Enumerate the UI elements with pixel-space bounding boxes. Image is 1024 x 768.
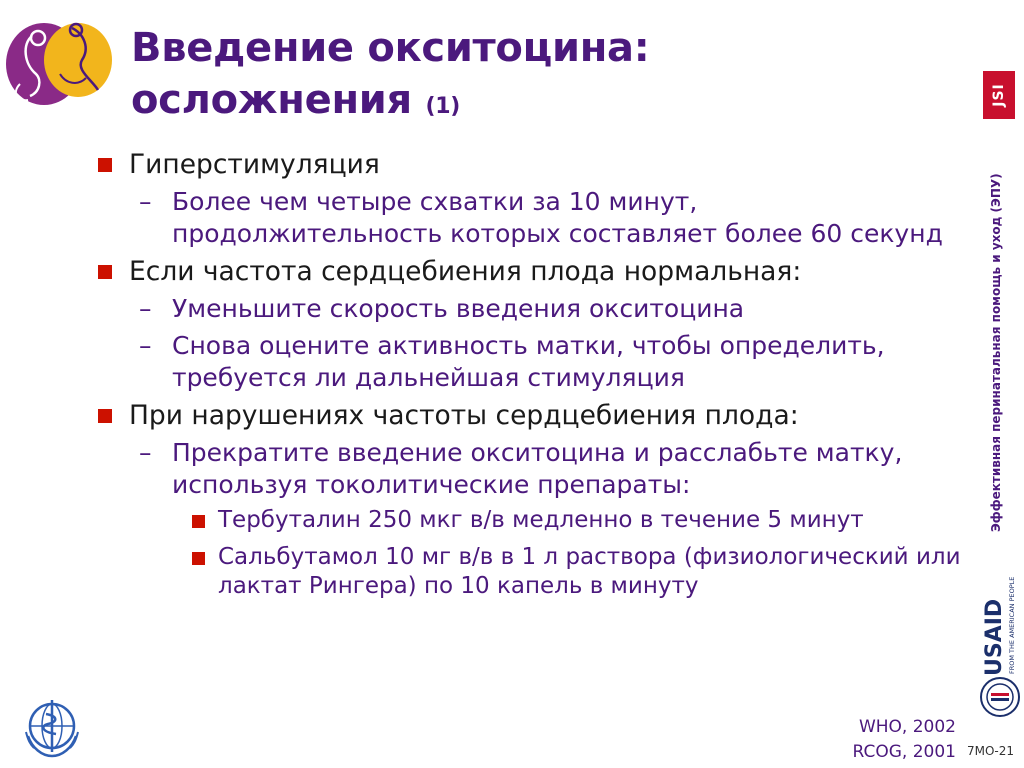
bullet-level1 — [94, 255, 964, 289]
bullet-text: Более чем четыре схватки за 10 минут, продолжительность которых составляет более 60 секунд — [172, 187, 943, 248]
usaid-seal-icon — [979, 676, 1021, 718]
citation-rcog: RCOG, 2001 — [852, 742, 956, 762]
square-bullet-icon — [192, 515, 205, 528]
mother-baby-logo-icon — [2, 14, 116, 108]
square-bullet-icon — [98, 409, 112, 423]
bullet-level3 — [192, 506, 964, 535]
dash-bullet-icon: – — [139, 331, 152, 360]
bullet-level3 — [192, 543, 964, 601]
bullet-text: Сальбутамол 10 мг в/в в 1 л раствора (физиологический или лактат Рингера) по 10 капель в минуту — [218, 544, 961, 599]
bullet-text: Снова оцените активность матки, чтобы определить, требуется ли дальнейшая стимуляция — [172, 331, 885, 392]
slide-title — [131, 22, 649, 133]
bullet-level2 — [139, 437, 964, 501]
usaid-tagline-text: FROM THE AMERICAN PEOPLE — [1008, 576, 1016, 674]
dash-bullet-icon: – — [139, 294, 152, 323]
square-bullet-icon — [98, 265, 112, 279]
bullet-text: При нарушениях частоты сердцебиения плода: — [129, 400, 799, 431]
bullet-level2 — [139, 293, 964, 325]
jsi-logo-text: JSI — [990, 83, 1007, 107]
bullet-level2 — [139, 186, 964, 250]
slide-title-line2: осложнения — [131, 77, 412, 123]
slide-title-number: (1) — [425, 94, 461, 119]
bullet-text: Тербуталин 250 мкг в/в медленно в течение 5 минут — [218, 507, 864, 533]
bullet-text: Уменьшите скорость введения окситоцина — [172, 294, 745, 323]
slide-title-line1: Введение окситоцина: — [131, 25, 650, 71]
who-emblem-icon — [20, 694, 84, 758]
jsi-logo — [983, 71, 1015, 119]
citation-who: WHO, 2002 — [858, 717, 956, 737]
bullet-level1 — [94, 399, 964, 433]
vertical-program-text: Эффективная перинатальная помощь и уход (ЭПУ) — [989, 173, 1003, 532]
dash-bullet-icon: – — [139, 187, 152, 216]
bullet-text: Если частота сердцебиения плода нормальная: — [129, 256, 802, 287]
square-bullet-icon — [98, 158, 112, 172]
citations — [853, 715, 956, 765]
square-bullet-icon — [192, 552, 205, 565]
bullet-text: Гиперстимуляция — [129, 149, 380, 180]
bullet-level1 — [94, 148, 964, 182]
slide-content — [94, 148, 964, 609]
dash-bullet-icon: – — [139, 438, 152, 467]
slide-number: 7МО-21 — [967, 744, 1015, 758]
usaid-wordmark: USAID — [982, 598, 1007, 676]
bullet-text: Прекратите введение окситоцина и расслабьте матку, используя токолитические препараты: — [172, 438, 903, 499]
bullet-level2 — [139, 330, 964, 394]
